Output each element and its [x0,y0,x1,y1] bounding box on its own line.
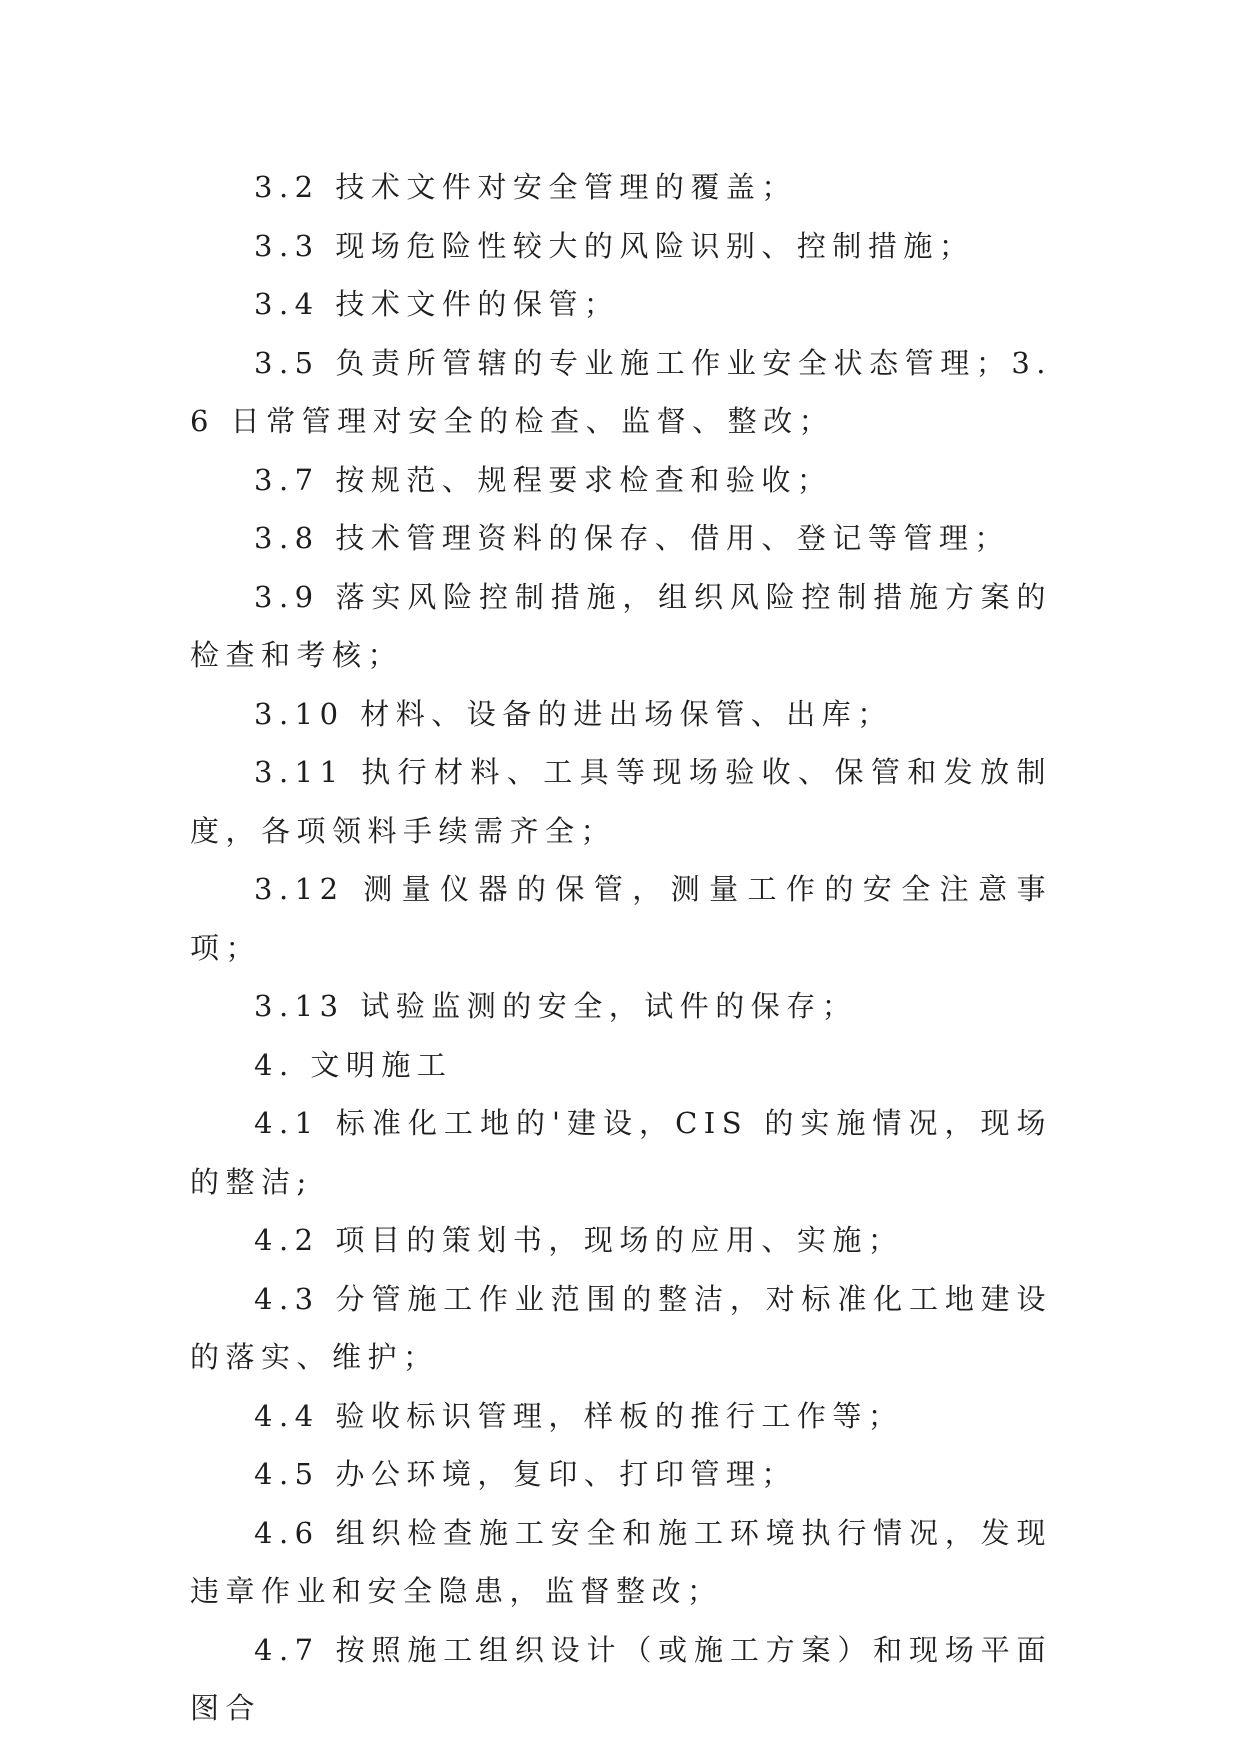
paragraph-3-3: 3.3 现场危险性较大的风险识别、控制措施； [254,228,975,263]
paragraph-3-13: 3.13 试验监测的安全，试件的保存； [254,989,858,1023]
paragraph-4-7: 4.7 按照施工组织设计（或施工方案）和现场平面图合 [190,1632,1052,1725]
paragraph-3-11: 3.11 执行材料、工具等现场验收、保管和发放制度，各项领料手续需齐全； [190,755,1052,848]
paragraph-4-4: 4.4 验收标识管理，样板的推行工作等； [254,1398,904,1433]
document-body [190,158,1052,1738]
paragraph-3-12: 3.12 测量仪器的保管，测量工作的安全注意事项； [190,872,1052,965]
paragraph-4-5: 4.5 办公环境，复印、打印管理； [254,1457,797,1491]
paragraph-3-5: 3.5 负责所管辖的专业施工作业安全状态管理；3.6 日常管理对安全的检查、监督、整改； [190,345,1052,438]
paragraph-4-6: 4.6 组织检查施工安全和施工环境执行情况，发现违章作业和安全隐患，监督整改； [190,1515,1052,1608]
paragraph-3-10: 3.10 材料、设备的进出场保管、出库； [254,696,893,731]
section-heading-4: 4. 文明施工 [254,1047,453,1082]
paragraph-3-8: 3.8 技术管理资料的保存、借用、登记等管理； [254,521,1010,555]
paragraph-4-2: 4.2 项目的策划书，现场的应用、实施； [254,1223,904,1257]
paragraph-4-1: 4.1 标准化工地的'建设，CIS 的实施情况，现场的整洁; [190,1106,1052,1199]
paragraph-4-3: 4.3 分管施工作业范围的整洁，对标准化工地建设的落实、维护； [190,1281,1052,1374]
paragraph-3-7: 3.7 按规范、规程要求检查和验收； [254,462,833,497]
paragraph-3-2: 3.2 技术文件对安全管理的覆盖； [254,170,797,204]
paragraph-3-9: 3.9 落实风险控制措施，组织风险控制措施方案的检查和考核； [190,579,1052,672]
paragraph-3-4: 3.4 技术文件的保管； [254,287,620,321]
